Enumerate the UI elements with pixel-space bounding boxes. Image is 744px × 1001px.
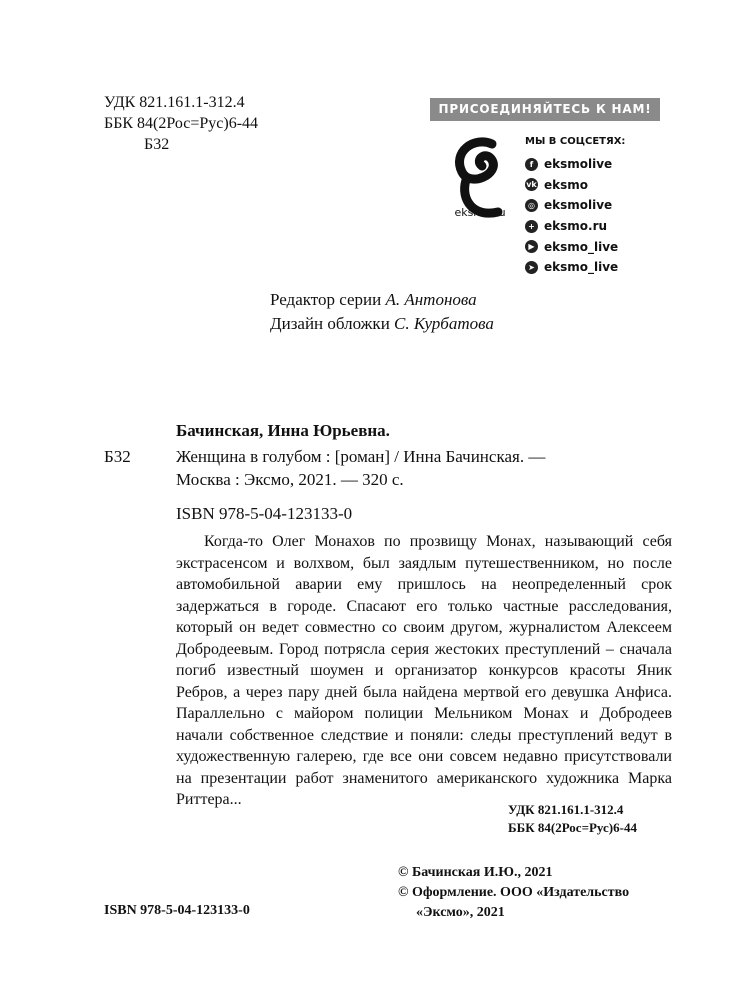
- logo-url: eksmo.ru: [454, 206, 506, 219]
- annotation: [176, 531, 672, 811]
- social-item: [525, 216, 618, 237]
- plus-icon: +: [525, 220, 538, 233]
- catalog-author: Бачинская, Инна Юрьевна.: [176, 421, 390, 440]
- footer-classification: [508, 801, 637, 837]
- social-label: eksmolive: [544, 198, 613, 213]
- instagram-icon: ◎: [525, 199, 538, 212]
- copyright-design: © Оформление. ООО «Издательство: [398, 885, 630, 900]
- footer-udc: УДК 821.161.1-312.4: [508, 802, 624, 817]
- copyright-block: [398, 863, 698, 923]
- social-item: [525, 236, 618, 257]
- social-label: eksmo_live: [544, 260, 619, 275]
- author-mark: Б32: [144, 136, 170, 153]
- social-label: eksmo.ru: [544, 219, 608, 234]
- copyright-author: © Бачинская И.Ю., 2021: [398, 865, 553, 880]
- series-editor-line: [270, 288, 494, 312]
- join-banner: ПРИСОЕДИНЯЙТЕСЬ К НАМ!: [430, 98, 660, 121]
- series-editor-name: А. Антонова: [385, 290, 477, 309]
- bbk-code: ББК 84(2Рос=Рус)6-44: [104, 115, 259, 132]
- cover-design-role: Дизайн обложки: [270, 314, 390, 333]
- vk-icon: vk: [526, 180, 537, 190]
- social-title: МЫ В СОЦСЕТЯХ:: [525, 136, 626, 147]
- annotation-text: Когда-то Олег Монахов по прозвищу Монах, называющий себя экстрасенсом и волхвом, был заядлым путешественником, но после автомобильной аварии ему пришлось на неопределенный срок задержаться в городе. Спасают его только частные расследования, который он ведет совместно со своим другом, журналистом Алексеем Добродеевым. Город потрясла серия жестоких преступлений – сначала погиб известный шоумен и организатор конкурсов красоты Яник Ребров, а через пару дней была найдена мертвой его девушка Анфиса. Параллельно с майором полиции Мельником Монах и Добродеев начали собственное следствие и поняли: следы преступлений ведут в художественную галерею, где все они совсем недавно присутствовали на презентации работ знаменитого американского художника Марка Риттера...: [176, 533, 672, 808]
- social-label: eksmo_live: [544, 239, 619, 254]
- catalog-code: Б32: [104, 447, 131, 466]
- youtube-icon: ▶: [525, 240, 538, 253]
- copyright-design-cont: «Эксмо», 2021: [416, 905, 505, 920]
- footer-bbk: ББК 84(2Рос=Рус)6-44: [508, 820, 637, 835]
- footer-isbn: ISBN 978-5-04-123133-0: [104, 903, 250, 918]
- series-editor-role: Редактор серии: [270, 290, 382, 309]
- catalog-title-line: Женщина в голубом : [роман] / Инна Бачинская. —: [176, 447, 546, 466]
- social-item: [525, 195, 618, 216]
- social-item: [525, 154, 618, 175]
- social-label: eksmolive: [544, 157, 613, 172]
- cover-design-line: [270, 312, 494, 336]
- udc-code: УДК 821.161.1-312.4: [104, 94, 245, 111]
- social-list: [525, 154, 618, 278]
- facebook-icon: f: [525, 158, 538, 171]
- social-label: eksmo: [544, 177, 589, 192]
- cover-design-name: С. Курбатова: [394, 314, 494, 333]
- social-block: [430, 98, 660, 278]
- catalog-isbn: ISBN 978-5-04-123133-0: [176, 504, 353, 523]
- social-item: [525, 257, 618, 278]
- credits-block: [270, 288, 494, 336]
- catalog-publication-line: Москва : Эксмо, 2021. — 320 с.: [176, 470, 404, 489]
- classification-block: [104, 92, 258, 155]
- social-item: [525, 175, 618, 196]
- telegram-icon: ➤: [525, 261, 538, 274]
